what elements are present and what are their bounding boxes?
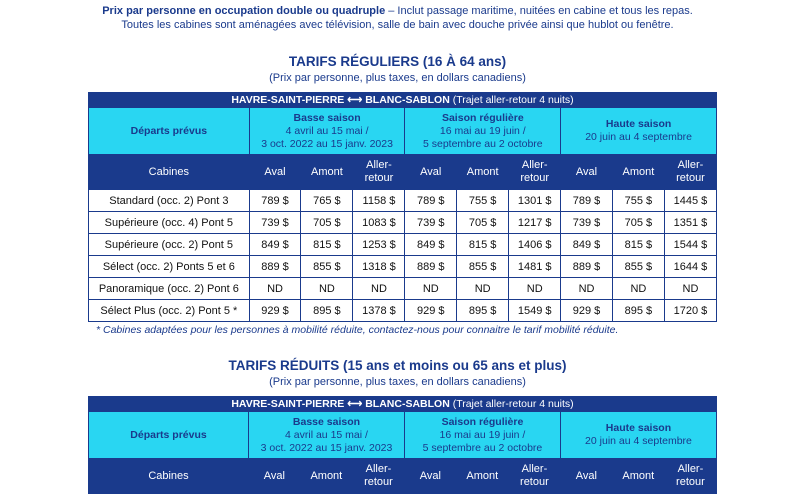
cabin-name: Supérieure (occ. 2) Pont 5 [89,234,250,256]
price-cell: ND [301,278,353,300]
price-cell: 789 $ [405,190,457,212]
route-to: BLANC-SABLON [365,94,450,106]
intro-line-1-rest: – Inclut passage maritime, nuitées en cabine et tous les repas. [385,5,693,17]
price-cell: 1644 $ [664,256,716,278]
season-low: Basse saison 4 avril au 15 mai / 3 oct. 2022 au 15 janv. 2023 [249,412,405,459]
price-cell: ND [664,278,716,300]
price-cell: 1544 $ [664,234,716,256]
column-header-row [89,155,717,190]
col-cabins: Cabines [89,155,250,190]
price-cell: 1158 $ [353,190,405,212]
price-cell: ND [612,278,664,300]
col-aval: Aval [249,459,301,494]
route-from: HAVRE-SAINT-PIERRE [231,94,345,106]
col-amont: Amont [612,459,664,494]
price-cell: 895 $ [612,300,664,322]
regular-table-body [89,190,717,322]
intro-line-2: Toutes les cabines sont aménagées avec télévision, salle de bain avec douche privée ainsi que hublot ou fenêtre. [121,19,674,31]
col-aller-retour: Aller- retour [352,459,404,494]
price-cell: 1481 $ [509,256,561,278]
price-cell: 855 $ [612,256,664,278]
col-aval: Aval [249,155,301,190]
price-cell: ND [405,278,457,300]
price-cell: 1217 $ [509,212,561,234]
intro-bold: Prix par personne en occupation double ou quadruple [102,5,386,17]
price-cell: 1253 $ [353,234,405,256]
season-high: Haute saison 20 juin au 4 septembre [560,412,716,459]
price-cell: 789 $ [561,190,613,212]
col-aller-retour: Aller- retour [508,459,560,494]
reduced-subtitle: (Prix par personne, plus taxes, en dollars canadiens) [269,376,526,388]
route-row [89,93,717,108]
season-regular: Saison régulière 16 mai au 19 juin / 5 septembre au 2 octobre [404,412,560,459]
price-cell: 739 $ [249,212,301,234]
arrow-icon: ⟷ [347,94,363,106]
column-header-row [89,459,717,494]
price-cell: 929 $ [561,300,613,322]
col-aller-retour: Aller- retour [509,155,561,190]
price-cell: 755 $ [457,190,509,212]
departs-label: Départs prévus [89,412,249,459]
price-cell: 1378 $ [353,300,405,322]
reduced-table [88,396,717,494]
price-cell: 1083 $ [353,212,405,234]
season-high: Haute saison 20 juin au 4 septembre [561,108,717,155]
price-cell: 739 $ [561,212,613,234]
route-trip: (Trajet aller-retour 4 nuits) [452,94,574,106]
price-cell: 815 $ [612,234,664,256]
col-amont: Amont [300,459,352,494]
cabin-name: Standard (occ. 2) Pont 3 [89,190,250,212]
intro-line-1 [0,4,795,18]
route-trip: (Trajet aller-retour 4 nuits) [452,398,574,410]
col-amont: Amont [457,155,509,190]
table-row [89,300,717,322]
price-cell: ND [457,278,509,300]
price-cell: 889 $ [561,256,613,278]
table-row [89,234,717,256]
cabin-name: Panoramique (occ. 2) Pont 6 [89,278,250,300]
price-cell: 1445 $ [664,190,716,212]
price-cell: 789 $ [249,190,301,212]
price-cell: 1301 $ [509,190,561,212]
regular-title: TARIFS RÉGULIERS (16 À 64 ans) [288,54,507,69]
price-cell: 929 $ [249,300,301,322]
price-cell: 705 $ [457,212,509,234]
price-cell: ND [249,278,301,300]
price-cell: 855 $ [457,256,509,278]
price-cell: 895 $ [301,300,353,322]
regular-table [88,92,717,322]
route-row [89,397,717,412]
price-cell: 1720 $ [664,300,716,322]
route-to: BLANC-SABLON [365,398,450,410]
table-row [89,190,717,212]
price-cell: 849 $ [249,234,301,256]
price-cell: ND [353,278,405,300]
season-header-row [89,108,717,155]
mobility-note: * Cabines adaptées pour les personnes à mobilité réduite, contactez-nous pour connaitre le tarif mobilité réduite. [96,324,619,336]
price-cell: 889 $ [249,256,301,278]
price-cell: 849 $ [561,234,613,256]
arrow-icon: ⟷ [347,398,363,410]
table-row [89,212,717,234]
price-cell: 1351 $ [664,212,716,234]
price-cell: 895 $ [457,300,509,322]
price-cell: 1406 $ [509,234,561,256]
cabin-name: Sélect (occ. 2) Ponts 5 et 6 [89,256,250,278]
price-cell: 889 $ [405,256,457,278]
price-cell: 765 $ [301,190,353,212]
table-row [89,256,717,278]
col-cabins: Cabines [89,459,249,494]
price-cell: 705 $ [301,212,353,234]
route-cell [89,93,717,108]
price-cell: ND [561,278,613,300]
price-cell: 815 $ [457,234,509,256]
price-cell: 705 $ [612,212,664,234]
price-cell: 849 $ [405,234,457,256]
price-cell: 755 $ [612,190,664,212]
col-aval: Aval [560,459,612,494]
season-low: Basse saison 4 avril au 15 mai / 3 oct. 2022 au 15 janv. 2023 [249,108,405,155]
season-header-row [89,412,717,459]
price-cell: 1318 $ [353,256,405,278]
departs-label: Départs prévus [89,108,250,155]
table-row [89,278,717,300]
price-cell: 929 $ [405,300,457,322]
col-aval: Aval [405,155,457,190]
col-aller-retour: Aller- retour [353,155,405,190]
col-aval: Aval [404,459,456,494]
cabin-name: Sélect Plus (occ. 2) Pont 5 * [89,300,250,322]
price-cell: 855 $ [301,256,353,278]
cabin-name: Supérieure (occ. 4) Pont 5 [89,212,250,234]
price-cell: 1549 $ [509,300,561,322]
col-aller-retour: Aller- retour [664,459,716,494]
price-cell: 815 $ [301,234,353,256]
intro-text [0,4,795,32]
season-regular: Saison régulière 16 mai au 19 juin / 5 septembre au 2 octobre [405,108,561,155]
route-cell [89,397,717,412]
price-cell: ND [509,278,561,300]
col-aval: Aval [561,155,613,190]
reduced-title: TARIFS RÉDUITS (15 ans et moins ou 65 ans et plus) [228,358,567,373]
route-from: HAVRE-SAINT-PIERRE [231,398,345,410]
col-aller-retour: Aller- retour [664,155,716,190]
col-amont: Amont [456,459,508,494]
regular-subtitle: (Prix par personne, plus taxes, en dollars canadiens) [269,72,526,84]
price-cell: 739 $ [405,212,457,234]
col-amont: Amont [301,155,353,190]
col-amont: Amont [612,155,664,190]
